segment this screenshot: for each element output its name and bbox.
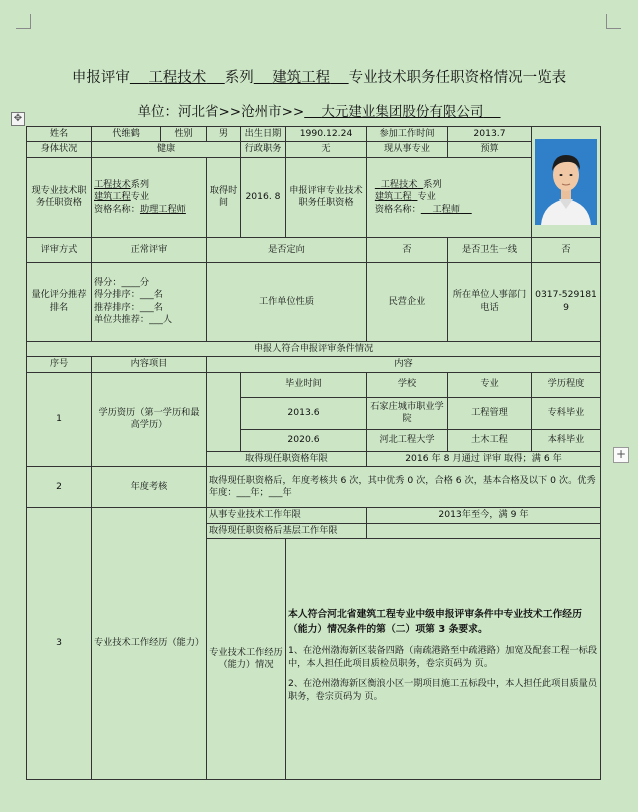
career-item: 专业技术工作经历（能力） [92, 508, 207, 780]
career-item-1: 1、在沧州渤海新区装备四路（南疏港路至中疏港路）加宽及配套工程一标段中，本人担任此项目质检员职务，卷宗页码为 页。 [288, 645, 598, 669]
annual-review-text[interactable]: 取得现任职资格后，年度考核共 6 次，其中优秀 0 次，合格 6 次，基本合格及以下 0 次。优秀年度：___年；___年 [207, 467, 601, 508]
edu-school-header: 学校 [367, 372, 448, 397]
margin-corner-top-left [16, 14, 31, 29]
unit-nature-label: 工作单位性质 [207, 262, 367, 341]
birth-label: 出生日期 [241, 127, 286, 142]
move-handle-icon[interactable]: ✥ [11, 112, 25, 126]
birth-value[interactable]: 1990.12.24 [286, 127, 367, 142]
directed-label: 是否定向 [207, 237, 367, 262]
edu-item: 学历资历（第一学历和最高学历） [92, 372, 207, 466]
admin-post-label: 行政职务 [241, 142, 286, 157]
title-major: 建筑工程 [272, 70, 331, 86]
base-years-label: 取得现任职资格后基层工作年限 [207, 523, 367, 538]
work-start-label: 参加工作时间 [367, 127, 448, 142]
add-row-icon[interactable]: + [613, 447, 629, 463]
career-years-label: 从事专业技术工作年限 [207, 508, 367, 523]
career-sub-label: 专业技术工作经历（能力）情况 [207, 538, 286, 779]
base-years-value[interactable] [367, 523, 601, 538]
applicant-photo [532, 127, 601, 238]
obtain-time-value[interactable]: 2016. 8 [241, 157, 286, 237]
edu-row-1-level[interactable]: 专科毕业 [532, 397, 601, 429]
margin-corner-top-right [606, 14, 621, 29]
review-method-value[interactable]: 正常评审 [92, 237, 207, 262]
career-years-value[interactable]: 2013年至今，满 9 年 [367, 508, 601, 523]
edu-row-2-major[interactable]: 土木工程 [448, 429, 532, 451]
hr-phone-value[interactable]: 0317-5291819 [532, 262, 601, 341]
edu-major-header: 专业 [448, 372, 532, 397]
section-title: 申报人符合申报评审条件情况 [27, 341, 601, 356]
edu-time-header: 毕业时间 [241, 372, 367, 397]
edu-row-1-school[interactable]: 石家庄城市职业学院 [367, 397, 448, 429]
directed-value[interactable]: 否 [367, 237, 448, 262]
frontline-value[interactable]: 否 [532, 237, 601, 262]
score-details[interactable]: 得分：____分 得分排序：___名 推荐排序：___名 单位共推荐：___人 [92, 262, 207, 341]
edu-row-2-level[interactable]: 本科毕业 [532, 429, 601, 451]
hr-phone-label: 所在单位人事部门电话 [448, 262, 532, 341]
obtain-time-label: 取得时间 [207, 157, 241, 237]
col-no-header: 序号 [27, 357, 92, 372]
unit-company: 大元建业集团股份有限公司 [321, 104, 484, 120]
edu-row-2-time[interactable]: 2020.6 [241, 429, 367, 451]
title-series: 工程技术 [148, 70, 207, 86]
gender-value[interactable]: 男 [207, 127, 241, 142]
career-item-2: 2、在沧州渤海新区衡浪小区一期项目施工五标段中，本人担任此项目质量员职务，卷宗页码为 页。 [288, 678, 598, 702]
admin-post-value[interactable]: 无 [286, 142, 367, 157]
career-no: 3 [27, 508, 92, 780]
gender-label: 性别 [161, 127, 207, 142]
edu-row-1-time[interactable]: 2013.6 [241, 397, 367, 429]
page-title: 申报评审 工程技术 系列 建筑工程 专业技术职务任职资格情况一览表 [71, 70, 567, 86]
review-method-label: 评审方式 [27, 237, 92, 262]
career-statement: 本人符合河北省建筑工程专业中级申报评审条件中专业技术工作经历（能力）情况条件的第（二）项第 3 条要求。 [288, 608, 582, 636]
edu-spacer [207, 372, 241, 451]
unit-nature-value[interactable]: 民营企业 [367, 262, 448, 341]
health-value[interactable]: 健康 [92, 142, 241, 157]
career-details[interactable] [286, 538, 601, 779]
current-qual-value[interactable]: 工程技术系列 建筑工程专业 资格名称：助理工程师 [92, 157, 207, 237]
name-label: 姓名 [27, 127, 92, 142]
photo-image [535, 139, 597, 225]
work-start-value[interactable]: 2013.7 [448, 127, 532, 142]
score-label: 量化评分推荐排名 [27, 262, 92, 341]
apply-qual-value[interactable]: 工程技术 系列 建筑工程 专业 资格名称： 工程师 [367, 157, 532, 237]
current-qual-label: 现专业技术职务任职资格 [27, 157, 92, 237]
frontline-label: 是否卫生一线 [448, 237, 532, 262]
edu-level-header: 学历程度 [532, 372, 601, 397]
apply-qual-label: 申报评审专业技术职务任职资格 [286, 157, 367, 237]
col-item-header: 内容项目 [92, 357, 207, 372]
current-major-label: 现从事专业 [367, 142, 448, 157]
current-major-value[interactable]: 预算 [448, 142, 532, 157]
name-value[interactable]: 代维鹤 [92, 127, 161, 142]
current-qual-years-value[interactable]: 2016 年 8 月通过 评审 取得；满 6 年 [367, 451, 601, 466]
edu-row-2-school[interactable]: 河北工程大学 [367, 429, 448, 451]
annual-item: 年度考核 [92, 467, 207, 508]
qualification-table [26, 126, 601, 780]
current-qual-years-label: 取得现任职资格年限 [207, 451, 367, 466]
col-content-header: 内容 [207, 357, 601, 372]
unit-line: 单位：河北省>>沧州市>> 大元建业集团股份有限公司 [0, 100, 638, 120]
edu-no: 1 [27, 372, 92, 466]
edu-row-1-major[interactable]: 工程管理 [448, 397, 532, 429]
health-label: 身体状况 [27, 142, 92, 157]
annual-no: 2 [27, 467, 92, 508]
